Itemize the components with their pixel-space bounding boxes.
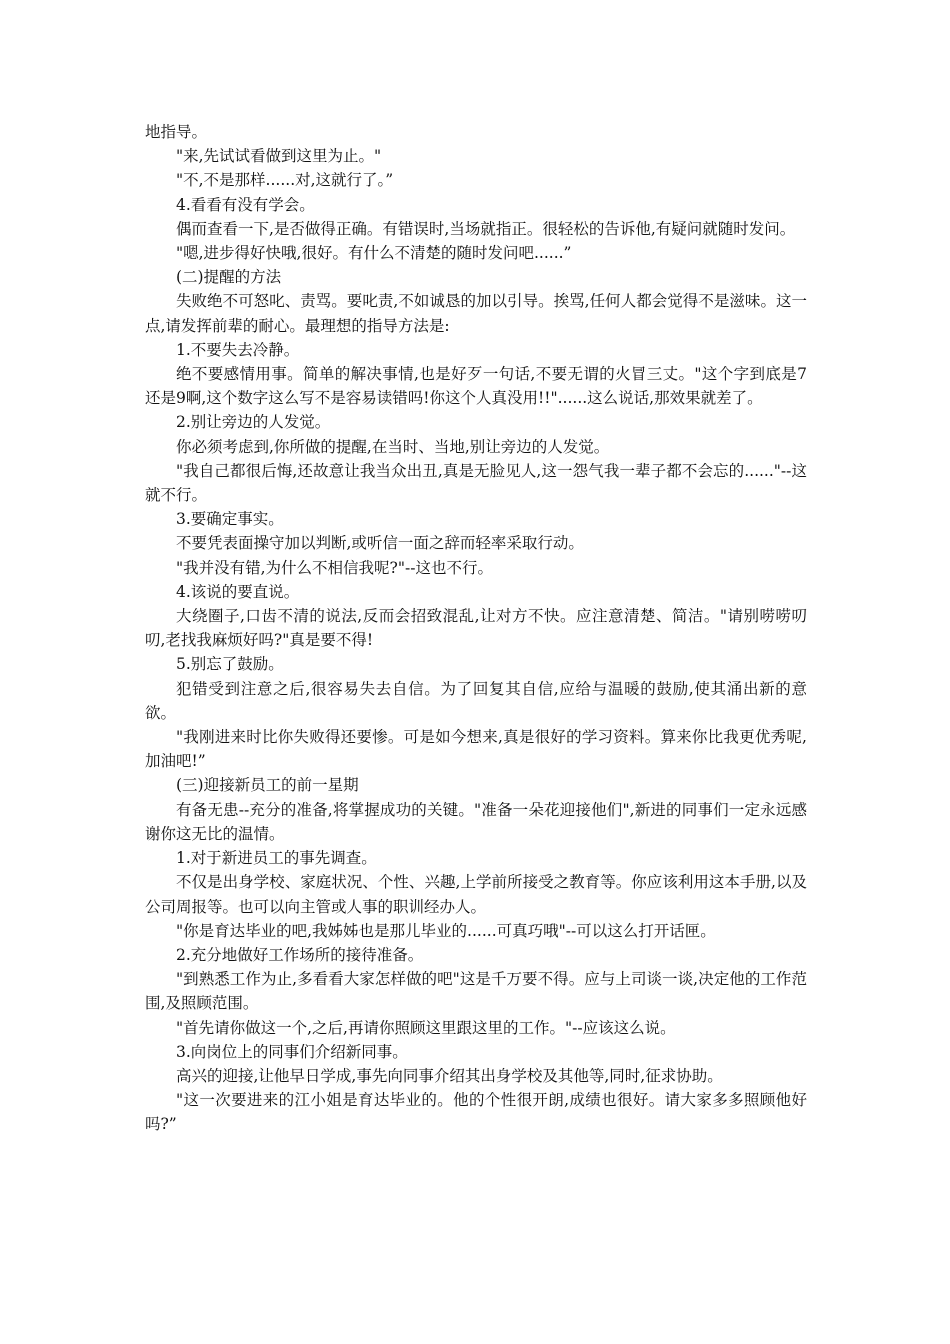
paragraph: "到熟悉工作为止,多看看大家怎样做的吧"这是千万要不得。应与上司谈一谈,决定他的工作范围,及照顾范围。 <box>145 970 807 1013</box>
paragraph: 3.要确定事实。 <box>176 510 284 529</box>
paragraph: 5.别忘了鼓励。 <box>176 655 284 674</box>
paragraph: "我刚进来时比你失败得还要惨。可是如今想来,真是很好的学习资料。算来你比我更优秀呢,加油吧!” <box>145 728 807 771</box>
paragraph: "你是育达毕业的吧,我姊姊也是那儿毕业的......可真巧哦"--可以这么打开话匣。 <box>176 921 716 940</box>
paragraph: 2.充分地做好工作场所的接待准备。 <box>176 945 424 964</box>
paragraph: 不仅是出身学校、家庭状况、个性、兴趣,上学前所接受之教育等。你应该利用这本手册,以及公司周报等。也可以向主管或人事的职训经办人。 <box>145 873 807 916</box>
paragraph: (二)提醒的方法 <box>176 268 282 287</box>
paragraph: (三)迎接新员工的前一星期 <box>176 776 359 795</box>
paragraph: "嗯,进步得好快哦,很好。有什么不清楚的随时发问吧......” <box>176 244 572 263</box>
paragraph: 你必须考虑到,你所做的提醒,在当时、当地,别让旁边的人发觉。 <box>176 437 610 456</box>
paragraph: "我并没有错,为什么不相信我呢?"--这也不行。 <box>176 558 493 577</box>
paragraph: 有备无患--充分的准备,将掌握成功的关键。"准备一朵花迎接他们",新进的同事们一定永远感谢你这无比的温情。 <box>145 800 807 843</box>
document-body <box>145 120 807 1137</box>
paragraph: 大绕圈子,口齿不清的说法,反而会招致混乱,让对方不快。应注意清楚、简洁。"请别唠唠叨叨,老找我麻烦好吗?"真是要不得! <box>145 607 807 650</box>
paragraph: 不要凭表面操守加以判断,或听信一面之辞而轻率采取行动。 <box>176 534 584 553</box>
paragraph: "来,先试试看做到这里为止。" <box>176 147 382 166</box>
paragraph: 高兴的迎接,让他早日学成,事先向同事介绍其出身学校及其他等,同时,征求协助。 <box>176 1066 723 1085</box>
paragraph: 3.向岗位上的同事们介绍新同事。 <box>176 1042 408 1061</box>
paragraph: 1.对于新进员工的事先调查。 <box>176 849 377 868</box>
paragraph: "首先请你做这一个,之后,再请你照顾这里跟这里的工作。"--应该这么说。 <box>176 1018 676 1037</box>
paragraph: 偶而查看一下,是否做得正确。有错误时,当场就指正。很轻松的告诉他,有疑问就随时发问。 <box>176 219 796 238</box>
paragraph: 4.该说的要直说。 <box>176 582 300 601</box>
paragraph: 4.看看有没有学会。 <box>176 195 315 214</box>
paragraph: 2.别让旁边的人发觉。 <box>176 413 331 432</box>
paragraph: "这一次要进来的江小姐是育达毕业的。他的个性很开朗,成绩也很好。请大家多多照顾他好吗?” <box>145 1091 807 1134</box>
paragraph: "不,不是那样......对,这就行了。” <box>176 171 394 190</box>
paragraph: "我自己都很后悔,还故意让我当众出丑,真是无脸见人,这一怨气我一辈子都不会忘的......"--这就不行。 <box>145 461 807 505</box>
paragraph: 失败绝不可怒叱、责骂。要叱责,不如诚恳的加以引导。挨骂,任何人都会觉得不是滋味。这一点,请发挥前辈的耐心。最理想的指导方法是: <box>145 292 807 335</box>
paragraph: 1.不要失去冷静。 <box>176 340 300 359</box>
paragraph: 犯错受到注意之后,很容易失去自信。为了回复其自信,应给与温暖的鼓励,使其涌出新的意欲。 <box>145 679 807 722</box>
paragraph: 绝不要感情用事。简单的解决事情,也是好歹一句话,不要无谓的火冒三丈。"这个字到底是7还是9啊,这个数字这么写不是容易读错吗!你这个人真没用!!"......这么说话,那效果就差了。 <box>145 365 807 408</box>
paragraph: 地指导。 <box>145 123 208 141</box>
